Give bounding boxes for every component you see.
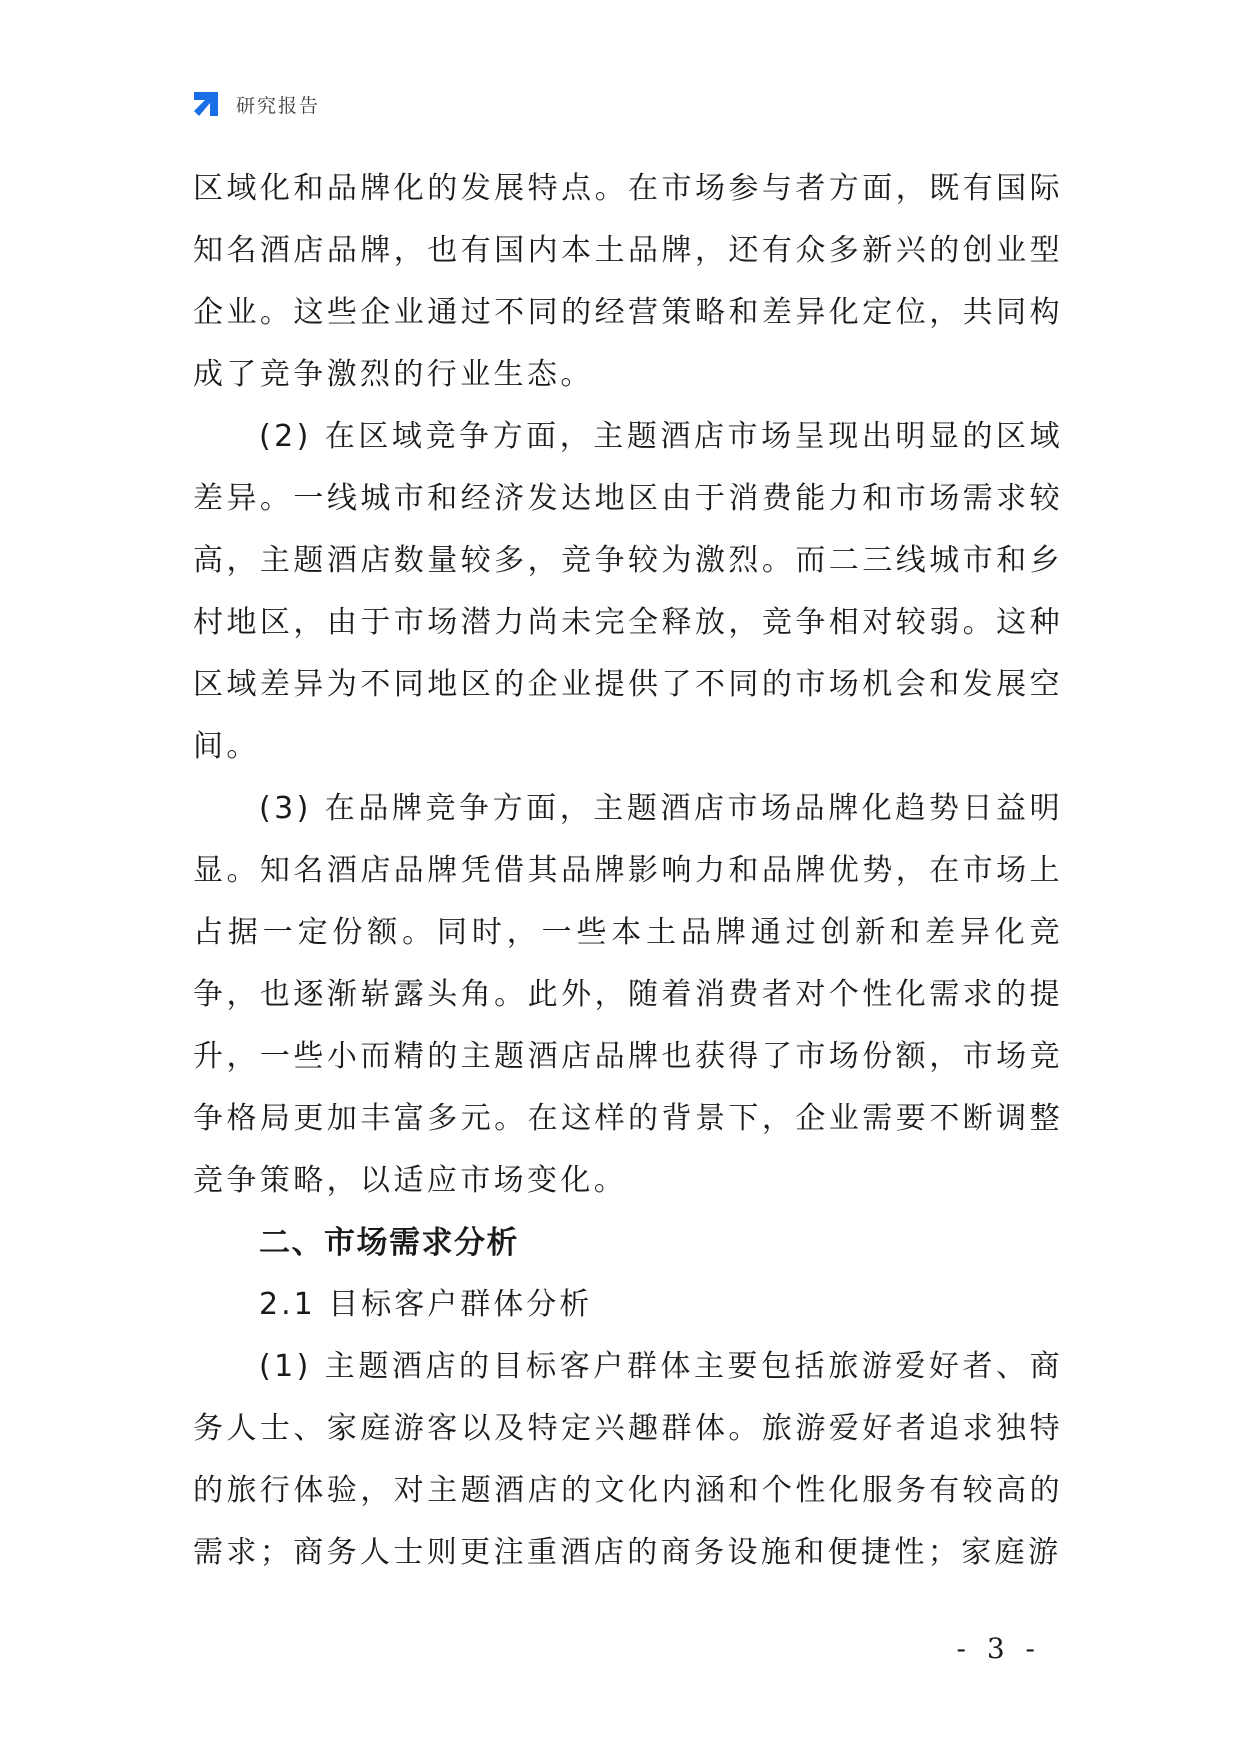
paragraph-target-customers: (1) 主题酒店的目标客户群体主要包括旅游爱好者、商务人士、家庭游客以及特定兴趣群体。旅游爱好者追求独特的旅行体验，对主题酒店的文化内涵和个性化服务有较高的需求；商务人士则更注重酒店的商务设施和便捷性；家庭游 (193, 1349, 1063, 1570)
document-body (193, 158, 1063, 1584)
paragraph-regional-competition: (2) 在区域竞争方面，主题酒店市场呈现出明显的区域差异。一线城市和经济发达地区由于消费能力和市场需求较高，主题酒店数量较多，竞争较为激烈。而二三线城市和乡村地区，由于市场潜力尚未完全释放，竞争相对较弱。这种区域差异为不同地区的企业提供了不同的市场机会和发展空间。 (193, 419, 1063, 764)
paragraph-brand-competition: (3) 在品牌竞争方面，主题酒店市场品牌化趋势日益明显。知名酒店品牌凭借其品牌影响力和品牌优势，在市场上占据一定份额。同时，一些本土品牌通过创新和差异化竞争，也逐渐崭露头角。此外，随着消费者对个性化需求的提升，一些小而精的主题酒店品牌也获得了市场份额，市场竞争格局更加丰富多元。在这样的背景下，企业需要不断调整竞争策略，以适应市场变化。 (193, 791, 1063, 1198)
section-heading: 二、市场需求分析 (259, 1225, 519, 1261)
arrow-up-right-icon (190, 88, 222, 120)
page-header (190, 86, 320, 122)
paragraph-continued: 区域化和品牌化的发展特点。在市场参与者方面，既有国际知名酒店品牌，也有国内本土品牌，还有众多新兴的创业型企业。这些企业通过不同的经营策略和差异化定位，共同构成了竞争激烈的行业生态。 (193, 171, 1063, 392)
page-number: - 3 - (956, 1632, 1041, 1665)
subsection-heading: 2.1 目标客户群体分析 (259, 1287, 593, 1322)
header-label: 研究报告 (236, 94, 321, 117)
